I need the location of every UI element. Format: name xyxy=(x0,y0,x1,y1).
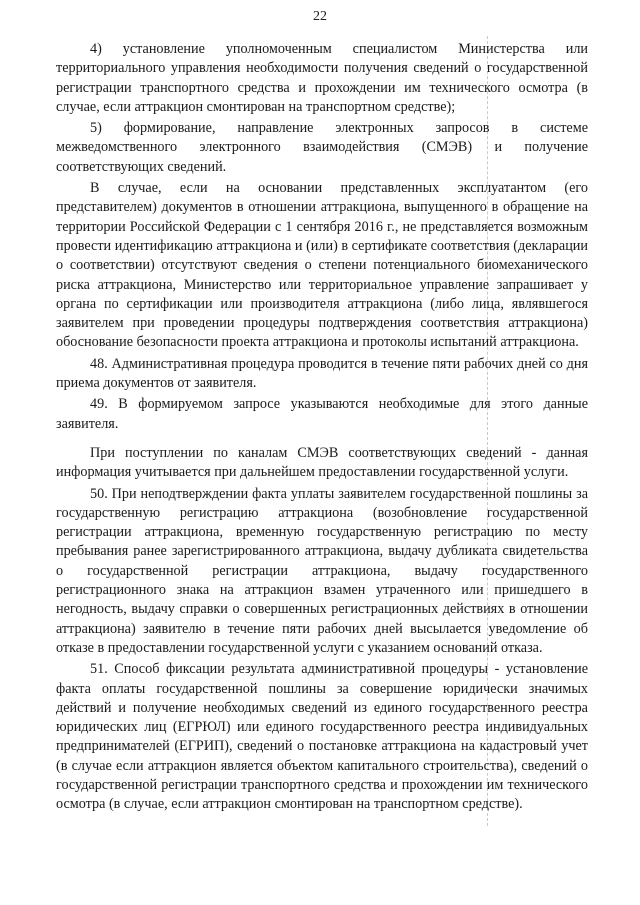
document-body xyxy=(56,40,588,817)
page-number: 22 xyxy=(313,9,327,24)
paragraph-51: 51. Способ фиксации результата административной процедуры - установление факта оплаты государственной пошлины за совершение юридически значимых действий и получение необходимых сведений из единого государственного реестра юридических лиц (ЕГРЮЛ) или единого государственного реестра индивидуальных предпринимателей (ЕГРИП), сведений о постановке аттракциона на кадастровый учет (в случае если аттракцион является объектом капитального строительства), сведений о государственной регистрации транспортного средства и прохождении им технического осмотра (в случае, если аттракцион смонтирован на транспортном средстве). xyxy=(56,661,588,813)
paragraph-identification-case: В случае, если на основании представленных эксплуатантом (его представителем) документов в отношении аттракциона, выпущенного в обращение на территории Российской Федерации с 1 сентября 2016 г., не представляется возможным провести идентификацию аттракциона и (или) в сертификате соответствия (декларации о соответствии) отсутствуют сведения о степени потенциального биомеханического риска аттракциона, Министерство или территориальное управление запрашивает у органа по сертификации или производителя аттракциона (либо лица, являвшегося заявителем при проведении процедуры подтверждения соответствия аттракциона) обоснование безопасности проекта аттракциона и протоколы испытаний аттракциона. xyxy=(56,180,588,351)
paragraph-smev-receipt: При поступлении по каналам СМЭВ соответствующих сведений - данная информация учитывается при дальнейшем предоставлении государственной услуги. xyxy=(56,444,588,481)
paragraph-49: 49. В формируемом запросе указываются необходимые для этого данные заявителя. xyxy=(56,396,588,432)
paragraph-item-4: 4) установление уполномоченным специалистом Министерства или территориального управления необходимости получения сведений о государственной регистрации транспортного средства и прохождении им технического осмотра (в случае, если аттракцион смонтирован на транспортном средстве); xyxy=(56,41,588,115)
paragraph-50: 50. При неподтверждении факта уплаты заявителем государственной пошлины за государственную регистрацию аттракциона (возобновление государственной регистрации аттракциона, временную государственную регистрацию по месту пребывания ранее зарегистрированного аттракциона, выдачу дубликата свидетельства о государственной регистрации аттракциона, выдачу государственного регистрационного знака на аттракцион взамен утраченного или пришедшего в негодность, выдачу справки о совершенных регистрационных действиях в отношении аттракциона) заявителю в течение пяти рабочих дней высылается уведомление об отказе в предоставлении государственной услуги с указанием оснований отказа. xyxy=(56,485,588,656)
paragraph-item-5: 5) формирование, направление электронных запросов в системе межведомственного электронного взаимодействия (СМЭВ) и получение соответствующих сведений. xyxy=(56,120,588,175)
paragraph-48: 48. Административная процедура проводится в течение пяти рабочих дней со дня приема документов от заявителя. xyxy=(56,355,588,392)
